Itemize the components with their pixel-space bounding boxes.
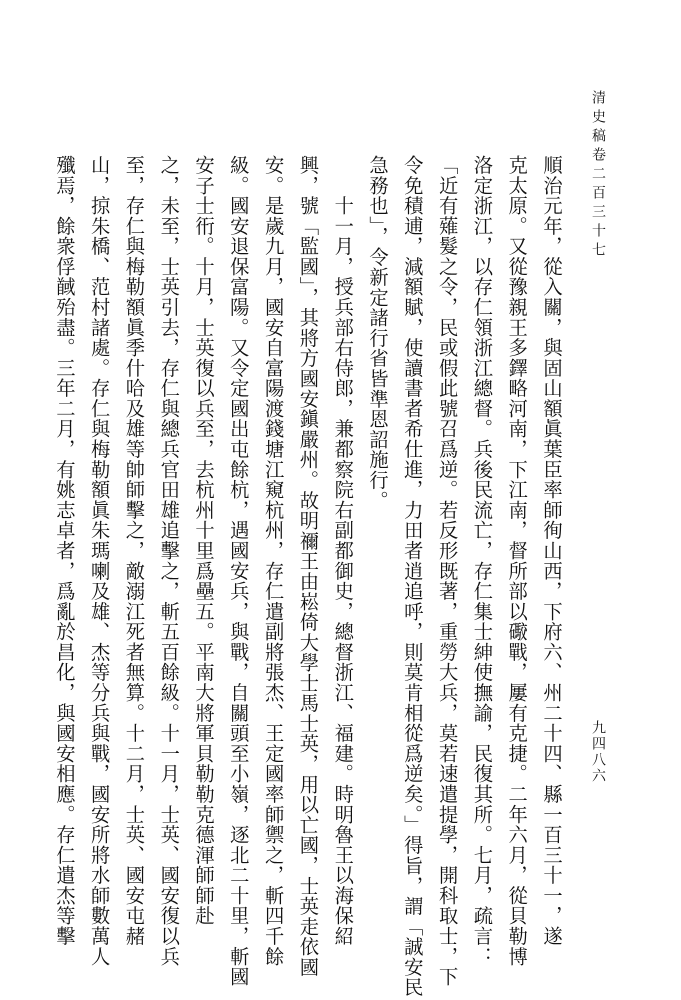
text-column: 十一月，授兵部右侍郎，兼都察院右副都御史，總督浙江、福建。時明魯王以海保紹	[331, 155, 355, 947]
text-column: 山，掠朱橋、范村諸處。存仁與梅勒額眞朱瑪喇及雄、杰等分兵與戰，國安所將水師數萬人	[87, 155, 111, 967]
text-column: 「近有薙髮之令，民或假此號召爲逆。若反形既著，重勞大兵，莫若速遣提學，開科取士，下	[435, 155, 459, 987]
running-header-title: 清史稿卷二百三十七	[590, 90, 606, 261]
text-column: 安。是歲九月，國安自富陽渡錢塘江窺杭州，存仁遣副將張杰、王定國率師禦之，斬四千餘	[261, 155, 285, 967]
text-column: 殲焉，餘衆俘馘殆盡。三年二月，有姚志卓者，爲亂於昌化，與國安相應。存仁遣杰等擊	[52, 155, 76, 947]
vertical-text-block	[52, 155, 568, 998]
text-column: 令免積逋，減額賦，使讀書者希仕進，力田者逍追呼，則莫肯相從爲逆矣。」得旨，謂「誠安民	[400, 155, 424, 998]
text-column: 安子士衎。十月，士英復以兵至，去杭州十里爲壘五。平南大將軍貝勒勒克德渾師師赴	[192, 155, 216, 927]
text-column: 興，號「監國」，其將方國安鎭嚴州。故明禰王由崧倚大學士馬士英，用以亡國，士英走依國	[296, 155, 320, 978]
page-number: 九四八六	[590, 720, 606, 784]
text-column: 至，存仁與梅勒額眞季什哈及雄等帥師擊之，敵溺江死者無算。十二月，士英、國安屯赭	[122, 155, 146, 947]
text-column: 洛定浙江，以存仁領浙江總督。兵後民流亡，存仁集士紳使撫諭，民復其所。七月，疏言：	[470, 155, 494, 967]
text-column: 急務也」，令新定諸行省皆準恩詔施行。	[366, 155, 390, 511]
text-column: 克太原。又從豫親王多鐸略河南，下江南，督所部以礮戰，屢有克捷。二年六月，從貝勒博	[505, 155, 529, 967]
text-column: 順治元年，從入關，與固山額眞葉臣率師徇山西，下府六、州二十四、縣一百三十一，遂	[540, 155, 563, 947]
text-column: 之，未至，士英引去，存仁與總兵官田雄追擊之，斬五百餘級。十一月，士英、國安復以兵	[157, 155, 181, 967]
text-column: 級。國安退保富陽。又令定國出屯餘杭，遇國安兵，與戰，自關頭至小嶺，逐北二十里，斬國	[226, 155, 250, 987]
